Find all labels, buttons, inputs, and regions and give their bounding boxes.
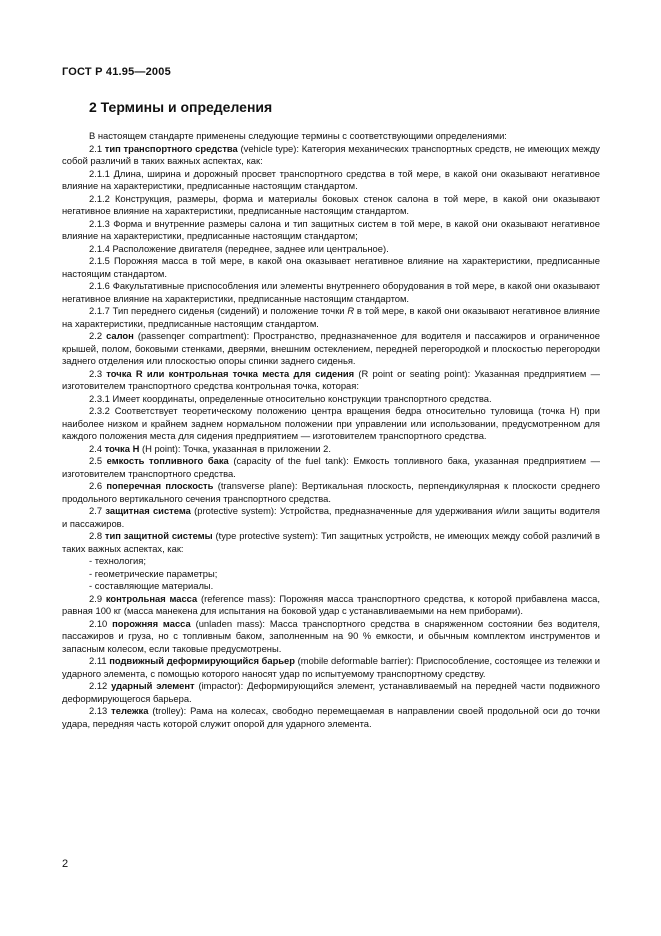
clause-text: (R point or seating point): Указанная предприятием — изготовителем транспортного средства контрольная точка, которая:	[62, 367, 600, 391]
clause-number: 2.3.2	[89, 405, 110, 416]
clause-text: (vehicle type): Категория механических транспортных средств, не имеющих между собой различий в таких важных аспектах, как:	[62, 142, 600, 166]
definition-paragraph	[62, 218, 600, 243]
definition-paragraph	[62, 505, 600, 530]
clause-text: (impactor): Деформирующийся элемент, устанавливаемый на передней части подвижного деформирующегося барьера.	[62, 680, 600, 704]
definition-paragraph	[62, 705, 600, 730]
clause-number: 2.7	[89, 505, 103, 516]
clause-number: 2.1.6	[89, 280, 110, 291]
clause-number: 2.1.3	[89, 217, 110, 229]
definition-paragraph	[62, 330, 600, 368]
list-item: - технология;	[89, 555, 146, 566]
definition-paragraph	[62, 168, 600, 193]
symbol: R	[347, 305, 355, 316]
definition-paragraph	[62, 530, 600, 555]
term: точка H	[104, 442, 140, 454]
definition-paragraph	[62, 393, 600, 406]
definition-paragraph	[62, 305, 600, 330]
clause-number: 2.12	[89, 680, 108, 691]
definition-paragraph	[62, 443, 600, 456]
definition-paragraph	[62, 618, 600, 656]
clause-text: Длина, ширина и дорожный просвет транспортного средства в той мере, в какой они оказывают негативное влияние на характеристики, предписанные настоящим стандартом.	[62, 167, 600, 191]
clause-number: 2.6	[89, 480, 103, 491]
definition-paragraph	[62, 193, 600, 218]
clause-text: Форма и внутренние размеры салона и тип защитных систем в той мере, в какой они оказывают негативное влияние на характеристики, предписанные настоящим стандартом;	[62, 217, 600, 241]
term: ударный элемент	[111, 680, 195, 691]
clause-text: в той мере, в какой они оказывают негативное влияние на характеристики, предписанные настоящим стандартом.	[62, 305, 600, 329]
clause-number: 2.9	[89, 592, 103, 604]
term: защитная система	[105, 505, 191, 516]
clause-text: (H point): Точка, указанная в приложении 2.	[139, 442, 331, 454]
clause-number: 2.3.1	[89, 392, 110, 404]
definitions-part-1	[62, 143, 600, 556]
clause-text: Конструкция, размеры, форма и материалы боковых стенок салона в той мере, в какой они оказывают негативное влияние на характеристики, предписанные настоящим стандартом.	[62, 192, 601, 216]
clause-text: (unladen mass): Масса транспортного средства в снаряженном состоянии без водителя, пассажиров и груза, но с топливным баком, заполненным на 90 % емкости, и обычным комплектом инструментов и запасным колесом, если таковые предусмотрены.	[62, 617, 600, 654]
definition-paragraph	[62, 480, 600, 505]
section-title: 2 Термины и определения	[89, 99, 273, 115]
clause-number: 2.5	[89, 455, 103, 466]
list-item: - геометрические параметры;	[89, 567, 218, 579]
clause-number: 2.2	[89, 330, 103, 341]
term: поперечная плоскость	[106, 480, 214, 491]
definition-paragraph	[62, 368, 600, 393]
clause-text: (transverse plane): Вертикальная плоскость, перпендикулярная к плоскости среднего продольного вертикального сечения транспортного средства.	[62, 480, 601, 504]
term: салон	[106, 330, 134, 341]
clause-number: 2.1.4	[89, 242, 110, 254]
standard-header: ГОСТ Р 41.95—2005	[62, 66, 171, 78]
clause-text: Соответствует теоретическому положению центра вращения бедра относительно туловища (точка H) при наиболее низком и крайнем заднем нормальном положении при управлении или использовании, предусмотренном для каждого положения места для сидения предприятием — изготовителем транспортного средства.	[62, 405, 600, 441]
clause-text: (trolley): Рама на колесах, свободно перемещаемая в направлении своей продольной оси до точки удара, передняя часть которой служит опорой для ударного элемента.	[62, 705, 600, 729]
clause-text: Тип переднего сиденья (сидений) и положение точки	[112, 305, 348, 316]
clause-text: (capacity of the fuel tank): Емкость топливного бака, указанная предприятием — изготовителем транспортного средства.	[62, 455, 600, 479]
list-item: - составляющие материалы.	[89, 580, 214, 591]
term: тележка	[111, 705, 149, 716]
clause-text: (type protective system): Тип защитных устройств, не имеющих между собой различий в таких важных аспектах, как:	[62, 530, 600, 554]
definition-paragraph	[62, 593, 600, 618]
definition-paragraph	[62, 143, 600, 168]
term: точка R или контрольная точка места для сидения	[106, 367, 355, 379]
definition-paragraph	[62, 255, 600, 280]
aspect-list	[62, 555, 600, 593]
term: подвижный деформирующийся барьер	[109, 655, 295, 666]
clause-number: 2.11	[89, 655, 107, 666]
intro-paragraph: В настоящем стандарте применены следующие термины с соответствующими определениями:	[89, 130, 507, 141]
clause-number: 2.1.2	[89, 192, 110, 204]
term: тип защитной системы	[104, 530, 213, 541]
clause-number: 2.8	[89, 530, 103, 541]
clause-text: (protective system): Устройства, предназначенные для удерживания и/или защиты водителя и пассажиров.	[62, 505, 600, 529]
document-body	[62, 130, 600, 730]
term: контрольная масса	[105, 592, 198, 604]
clause-text: (reference mass): Порожняя масса транспортного средства, к которой прибавлена масса, равная 100 кг (масса манекена для испытания на боковой удар с устанавливаемыми на нем приборами).	[62, 592, 600, 616]
clause-number: 2.3	[89, 367, 103, 379]
definition-paragraph	[62, 243, 600, 256]
definition-paragraph	[62, 655, 600, 680]
clause-text: Расположение двигателя (переднее, заднее или центральное).	[112, 242, 389, 254]
clause-number: 2.13	[89, 705, 108, 716]
clause-text: Имеет координаты, определенные относительно конструкции транспортного средства.	[112, 392, 492, 404]
clause-text: Порожняя масса в той мере, в какой она оказывает негативное влияние на характеристики, предписанные настоящим стандартом.	[62, 255, 601, 279]
clause-text: Факультативные приспособления или элементы внутреннего оборудования в той мере, в какой они оказывают негативное влияние на характеристики, предписанные настоящим стандартом.	[62, 280, 600, 304]
clause-number: 2.1.5	[89, 255, 110, 266]
clause-number: 2.1.1	[89, 167, 110, 179]
term: порожняя масса	[112, 617, 191, 629]
definition-paragraph	[62, 680, 600, 705]
page-number: 2	[62, 858, 69, 870]
clause-number: 2.4	[89, 442, 103, 454]
definition-paragraph	[62, 280, 600, 305]
clause-text: (mobile deformable barrier): Приспособление, состоящее из тележки и ударного элемента, с помощью которого наносят удар по испытуемому транспортному средству.	[62, 655, 600, 679]
definitions-part-2	[62, 593, 600, 731]
clause-text: (passenqer compartment): Пространство, предназначенное для водителя и пассажиров и ограниченное крышей, полом, боковыми стенками, дверями, внешним остеклением, передней перегородкой и плоскостью перегородки заднего отделения или плоскостью опоры спинки заднего сиденья.	[62, 330, 600, 366]
term: емкость топливного бака	[106, 455, 229, 466]
term: тип транспортного средства	[104, 142, 238, 154]
definition-paragraph	[62, 455, 600, 480]
clause-number: 2.1.7	[89, 305, 110, 316]
clause-number: 2.1	[89, 142, 103, 154]
definition-paragraph	[62, 405, 600, 443]
clause-number: 2.10	[89, 617, 108, 629]
